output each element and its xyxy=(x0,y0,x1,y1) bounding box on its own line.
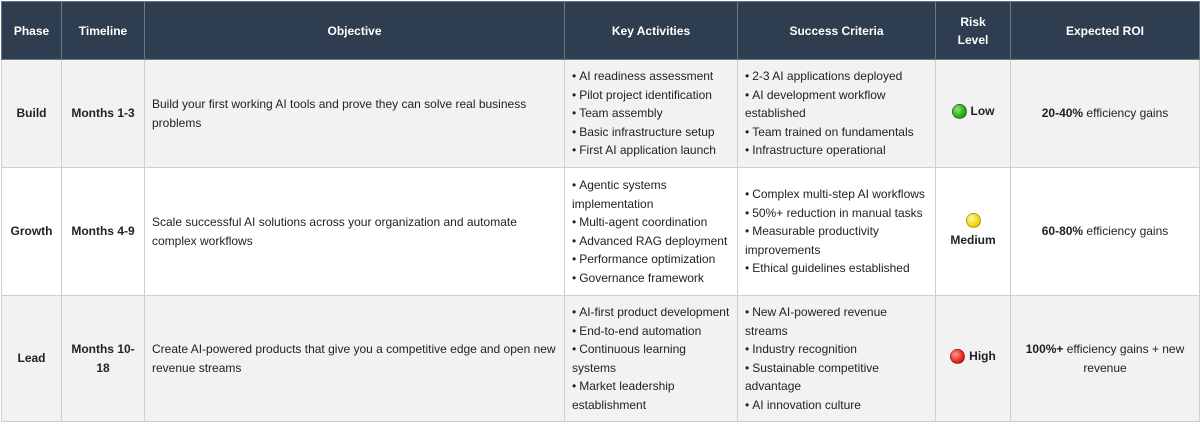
list-item xyxy=(745,141,928,160)
criteria-text: Complex multi-step AI workflows xyxy=(752,187,925,202)
list-item xyxy=(572,322,730,341)
criteria-text: AI development workflow established xyxy=(745,87,886,121)
header-expected-roi: Expected ROI xyxy=(1011,2,1200,60)
bullet-icon: • xyxy=(572,87,577,102)
roi-value: 100%+ xyxy=(1025,342,1064,356)
header-objective: Objective xyxy=(145,2,565,60)
bullet-icon: • xyxy=(745,305,750,319)
activities-list xyxy=(572,303,730,414)
phase-cell: Growth xyxy=(2,168,62,296)
objective-cell: Scale successful AI solutions across your organization and automate complex workflows xyxy=(145,168,565,296)
bullet-icon: • xyxy=(572,270,577,285)
risk-cell xyxy=(936,296,1011,422)
activity-text: Multi-agent coordination xyxy=(579,215,708,229)
list-item xyxy=(572,67,730,86)
activity-text: Pilot project identification xyxy=(579,87,712,102)
list-item xyxy=(572,123,730,142)
activities-cell xyxy=(565,60,738,168)
table-row xyxy=(2,296,1200,422)
bullet-icon: • xyxy=(745,87,750,102)
list-item xyxy=(745,303,928,340)
roi-value: 20-40% xyxy=(1041,106,1084,121)
criteria-cell xyxy=(738,168,936,296)
criteria-list xyxy=(745,185,928,278)
list-item xyxy=(745,222,928,259)
criteria-cell xyxy=(738,60,936,168)
bullet-icon: • xyxy=(572,252,577,266)
activities-cell xyxy=(565,296,738,422)
list-item xyxy=(572,377,730,414)
bullet-icon: • xyxy=(745,187,750,202)
bullet-icon: • xyxy=(745,342,750,356)
roi-text: efficiency gains xyxy=(1083,106,1169,121)
roi-text: efficiency gains xyxy=(1083,224,1169,239)
activity-text: End-to-end automation xyxy=(579,323,702,338)
risk-cell xyxy=(936,168,1011,296)
bullet-icon: • xyxy=(572,342,577,356)
list-item xyxy=(572,213,730,232)
criteria-list xyxy=(745,303,928,414)
risk-badge xyxy=(950,347,996,366)
bullet-icon: • xyxy=(572,178,577,192)
bullet-icon: • xyxy=(745,397,750,412)
timeline-cell: Months 4-9 xyxy=(62,168,145,296)
roi-cell xyxy=(1011,168,1200,296)
header-success-criteria: Success Criteria xyxy=(738,2,936,60)
bullet-icon: • xyxy=(572,379,577,393)
bullet-icon: • xyxy=(572,323,577,338)
header-row xyxy=(2,2,1200,60)
bullet-icon: • xyxy=(572,233,577,248)
activity-text: Performance optimization xyxy=(579,252,716,266)
table-row xyxy=(2,60,1200,168)
header-phase: Phase xyxy=(2,2,62,60)
bullet-icon: • xyxy=(745,205,750,220)
risk-cell xyxy=(936,60,1011,168)
green-circle-icon xyxy=(952,104,967,119)
list-item xyxy=(572,176,730,213)
list-item xyxy=(572,340,730,377)
list-item xyxy=(572,269,730,288)
list-item xyxy=(745,185,928,204)
bullet-icon: • xyxy=(572,215,577,229)
activities-list xyxy=(572,176,730,287)
roi-value: 60-80% xyxy=(1041,224,1084,239)
ai-roadmap-table xyxy=(1,1,1200,422)
roi-text: efficiency gains + new revenue xyxy=(1063,342,1185,375)
list-item xyxy=(572,141,730,160)
bullet-icon: • xyxy=(572,106,577,121)
bullet-icon: • xyxy=(745,143,750,158)
bullet-icon: • xyxy=(745,124,750,139)
activity-text: AI readiness assessment xyxy=(579,69,714,84)
activity-text: AI-first product development xyxy=(579,305,730,319)
bullet-icon: • xyxy=(745,69,750,84)
activity-text: First AI application launch xyxy=(579,143,716,158)
roi-cell xyxy=(1011,60,1200,168)
activity-text: Team assembly xyxy=(579,106,663,121)
list-item xyxy=(572,303,730,322)
objective-cell: Build your first working AI tools and prove they can solve real business problems xyxy=(145,60,565,168)
bullet-icon: • xyxy=(572,305,577,319)
objective-cell: Create AI-powered products that give you a competitive edge and open new revenue streams xyxy=(145,296,565,422)
criteria-text: 2-3 AI applications deployed xyxy=(752,69,903,84)
yellow-circle-icon xyxy=(966,213,981,228)
criteria-text: Sustainable competitive advantage xyxy=(745,360,879,393)
list-item xyxy=(572,86,730,105)
criteria-cell xyxy=(738,296,936,422)
criteria-text: Ethical guidelines established xyxy=(752,261,910,276)
risk-label: Low xyxy=(970,104,995,119)
list-item xyxy=(745,204,928,223)
criteria-text: Measurable productivity improvements xyxy=(745,224,879,257)
activities-cell xyxy=(565,168,738,296)
criteria-text: Infrastructure operational xyxy=(752,143,886,158)
header-timeline: Timeline xyxy=(62,2,145,60)
list-item xyxy=(745,123,928,142)
activity-text: Basic infrastructure setup xyxy=(579,124,715,139)
list-item xyxy=(745,259,928,278)
bullet-icon: • xyxy=(745,261,750,276)
risk-badge xyxy=(952,102,995,121)
risk-label: Medium xyxy=(950,233,996,248)
activities-list xyxy=(572,67,730,160)
criteria-text: New AI-powered revenue streams xyxy=(745,305,887,338)
list-item xyxy=(572,250,730,269)
list-item xyxy=(745,67,928,86)
criteria-text: Industry recognition xyxy=(752,342,857,356)
phase-cell: Lead xyxy=(2,296,62,422)
list-item xyxy=(572,104,730,123)
phase-cell: Build xyxy=(2,60,62,168)
criteria-text: Team trained on fundamentals xyxy=(752,124,914,139)
activity-text: Advanced RAG deployment xyxy=(579,233,728,248)
bullet-icon: • xyxy=(745,224,750,239)
activity-text: Agentic systems implementation xyxy=(572,178,667,211)
roi-cell xyxy=(1011,296,1200,422)
criteria-text: AI innovation culture xyxy=(752,397,861,412)
list-item xyxy=(745,396,928,415)
red-circle-icon xyxy=(950,349,965,364)
table-row xyxy=(2,168,1200,296)
bullet-icon: • xyxy=(745,360,750,375)
timeline-cell: Months 1-3 xyxy=(62,60,145,168)
timeline-cell: Months 10-18 xyxy=(62,296,145,422)
criteria-text: 50%+ reduction in manual tasks xyxy=(752,205,923,220)
list-item xyxy=(745,340,928,359)
list-item xyxy=(745,86,928,123)
activity-text: Market leadership establishment xyxy=(572,379,675,412)
bullet-icon: • xyxy=(572,69,577,84)
risk-label: High xyxy=(969,349,996,364)
header-risk-level: Risk Level xyxy=(936,2,1011,60)
bullet-icon: • xyxy=(572,143,577,158)
bullet-icon: • xyxy=(572,124,577,139)
activity-text: Governance framework xyxy=(579,270,704,285)
header-key-activities: Key Activities xyxy=(565,2,738,60)
list-item xyxy=(745,359,928,396)
activity-text: Continuous learning systems xyxy=(572,342,686,375)
risk-badge xyxy=(950,213,995,250)
criteria-list xyxy=(745,67,928,160)
list-item xyxy=(572,232,730,251)
